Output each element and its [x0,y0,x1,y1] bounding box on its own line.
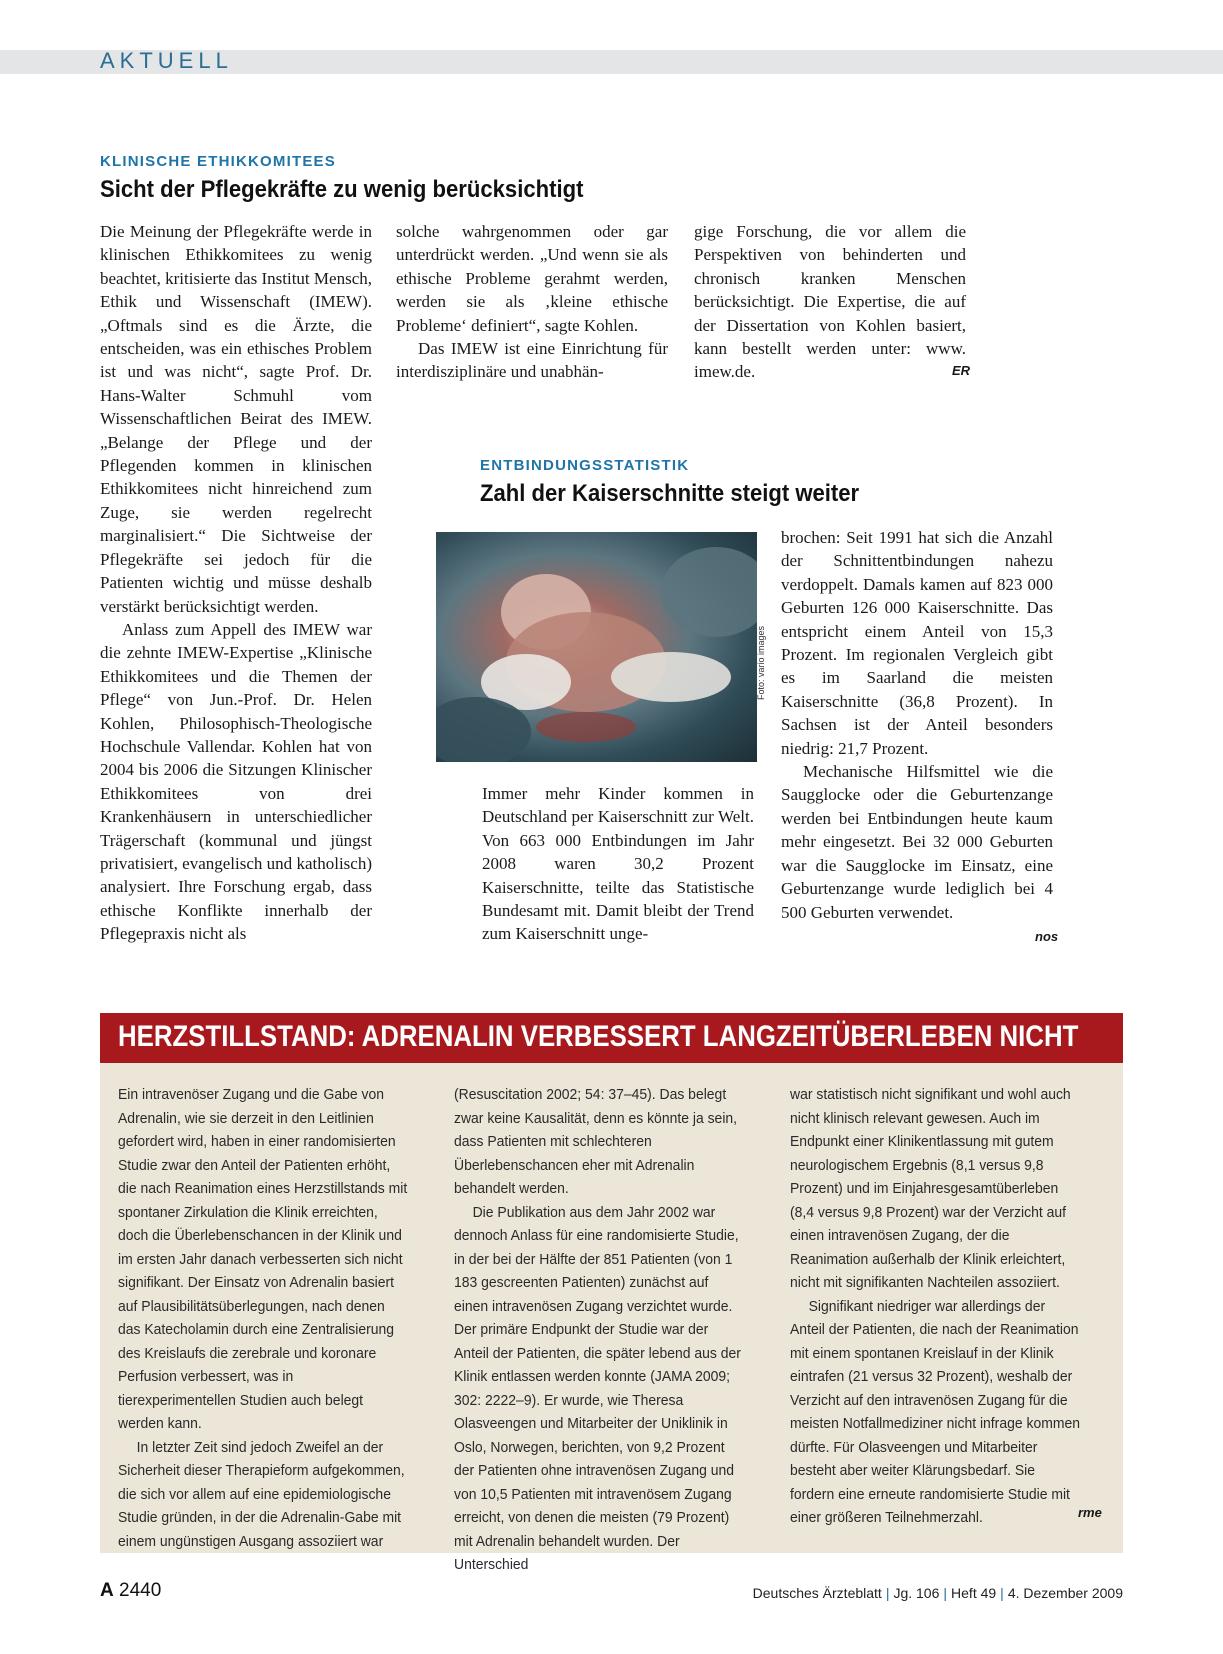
surgery-illustration [436,532,757,762]
separator: | [885,1585,890,1601]
article2-headline: Zahl der Kaiserschnitte steigt weiter [480,480,860,507]
article1-column-1 [100,220,372,946]
article1-kicker: KLINISCHE ETHIKKOMITEES [100,153,336,170]
box-title: HERZSTILLSTAND: ADRENALIN VERBESSERT LANGZEITÜBERLEBEN NICHT [118,1020,1079,1053]
article2-kicker: ENTBINDUNGSSTATISTIK [480,457,690,474]
article1-column-3 [694,220,966,384]
paragraph: war statistisch nicht signifikant und wohl auch nicht klinisch relevant gewesen. Auch im Endpunkt einer Klinikentlassung mit gutem neurologischem Ergebnis (8,1 versus 9,8 Prozent) und im Einjahresgesamtüberleben (8,4 versus 9,8 Prozent) war der Verzicht auf einen intravenösen Zugang, der die Reanimation außerhalb der Klinik erleichtert, nicht mit signifikanten Nachteilen assoziiert. [790,1086,1071,1291]
journal-date: 4. Dezember 2009 [1007,1585,1123,1601]
article2-column-1 [482,782,754,946]
page-number-value: 2440 [119,1580,162,1601]
paragraph: Signifikant niedriger war allerdings der Anteil der Patienten, die nach der Reanimation mit einem spontanen Kreislauf in der Klinik eintrafen (21 versus 32 Prozent), weshalb der Verzicht auf den intravenösen Zugang für die meisten Notfallmediziner nicht infrage kommen dürfte. Für Olasveengen und Mitarbeiter besteht aber weiter Klärungsbedarf. Sie fordern eine erneute randomisierte Studie mit einer größeren Teilnehmerzahl. [790,1297,1080,1526]
paragraph: (Resuscitation 2002; 54: 37–45). Das belegt zwar keine Kausalität, denn es könnte ja sein, dass Patienten mit schlechteren Überlebenschancen eher mit Adrenalin behandelt werden. [454,1086,738,1197]
paragraph: Anlass zum Appell des IMEW war die zehnte IMEW-Expertise „Klinische Ethikkomitees und die Themen der Pflege“ von Jun.-Prof. Dr. Helen Kohlen, Philosophisch-Theologische Hochschule Vallendar. Kohlen hat von 2004 bis 2006 die Sitzungen Klinischer Ethikkomitees von drei Krankenhäusern in unterschiedlicher Trägerschaft (kommunal und jüngst privatisiert, evangelisch und katholisch) analysiert. Ihre Forschung ergab, dass ethische Konflikte innerhalb der Pflegepraxis nicht als [100,619,372,944]
article2-column-2 [781,526,1053,924]
page-prefix: A [100,1580,114,1601]
separator: | [943,1585,948,1601]
journal-issue: Heft 49 [951,1585,997,1601]
separator: | [1000,1585,1004,1601]
section-label: AKTUELL [100,48,233,73]
paragraph: solche wahrgenommen oder gar unterdrückt werden. „Und wenn sie als ethische Probleme gerahmt werden, werden sie als ‚kleine ethische Probleme‘ definiert“, sagte Kohlen. [396,222,668,335]
paragraph: gige Forschung, die vor allem die Perspektiven von behinderten und chronisch kranken Menschen berücksichtigt. Die Expertise, die auf der Dissertation von Kohlen basiert, kann bestellt werden unter: www. imew.de. [694,222,966,382]
paragraph: brochen: Seit 1991 hat sich die Anzahl der Schnittentbindungen nahezu verdoppelt. Damals kamen auf 823 000 Geburten 126 000 Kaiserschnitte. Das entspricht einem Anteil von 15,3 Prozent. Im regionalen Vergleich gibt es im Saarland die meisten Kaiserschnitte (36,8 Prozent). In Sachsen ist der Anteil besonders niedrig: 21,7 Prozent. [781,528,1053,758]
article1-signature: ER [952,363,971,378]
box-column-3 [790,1083,1080,1530]
journal-name: Deutsches Ärzteblatt [752,1585,882,1601]
box-column-2 [454,1083,744,1577]
paragraph: Die Publikation aus dem Jahr 2002 war dennoch Anlass für eine randomisierte Studie, in der bei der Hälfte der 851 Patienten (von 1 183 gescreenten Patienten) zunächst auf einen intravenösen Zugang verzichtet wurde. Der primäre Endpunkt der Studie war der Anteil der Patienten, die später lebend aus der Klinik entlassen werden konnte (JAMA 2009; 302: 2222–9). Er wurde, wie Theresa Olasveengen und Mitarbeiter der Uniklinik in Oslo, Norwegen, berichten, von 9,2 Prozent der Patienten ohne intravenösen Zugang und von 10,5 Patienten mit intravenösem Zugang erreicht, von denen die meisten (79 Prozent) mit Adrenalin behandelt wurden. Der Unterschied [454,1203,741,1573]
journal-info [753,1585,1123,1601]
paragraph: Die Meinung der Pflegekräfte werde in klinischen Ethikkomitees zu wenig beachtet, kritisierte das Institut Mensch, Ethik und Wissenschaft (IMEW). „Oftmals sind es die Ärzte, die entscheiden, was ein ethisches Problem ist und was nicht“, sagte Prof. Dr. Hans-Walter Schmuhl vom Wissenschaftlichen Beirat des IMEW. „Belange der Pflege und der Pflegenden kommen in klinischen Ethikkomitees nicht hinreichend zum Zuge, sie werden regelrecht marginalisiert.“ Die Sichtweise der Pflegekräfte sei jedoch für die Patienten wichtig und müsse deshalb verstärkt berücksichtigt werden. [100,222,372,616]
paragraph: Immer mehr Kinder kommen in Deutschland per Kaiserschnitt zur Welt. Von 663 000 Entbindungen im Jahr 2008 waren 30,2 Prozent Kaiserschnitte, teilte das Statistische Bundesamt mit. Damit bleibt der Trend zum Kaiserschnitt unge- [482,784,754,944]
article2-signature: nos [1035,929,1059,944]
photo-credit: Foto: vario images [756,625,766,700]
paragraph: In letzter Zeit sind jedoch Zweifel an der Sicherheit dieser Therapieform aufgekommen, die sich vor allem auf eine epidemiologische Studie gründen, in der die Adrenalin-Gabe mit einem ungünstigen Ausgang assoziiert war [118,1438,405,1550]
paragraph: Ein intravenöser Zugang und die Gabe von Adrenalin, wie sie derzeit in den Leitlinien gefordert wird, haben in einer randomisierten Studie zwar den Anteil der Patienten erhöht, die nach Reanimation eines Herzstillstands mit spontaner Zirkulation die Klinik erreichten, doch die Überlebenschancen in der Klinik und im ersten Jahr danach verbesserten sich nicht signifikant. Der Einsatz von Adrenalin basiert auf Plausibilitätsüberlegungen, nach denen das Katecholamin durch eine Zentralisierung des Kreislaufs die zerebrale und koronare Perfusion verbessert, was in tierexperimentellen Studien auch belegt werden kann. [118,1086,408,1432]
paragraph: Mechanische Hilfsmittel wie die Saugglocke oder die Geburtenzange werden bei Entbindungen heute kaum mehr eingesetzt. Bei 32 000 Geburten war die Saugglocke im Einsatz, eine Geburtenzange wurde lediglich bei 4 500 Geburten verwendet. [781,762,1053,922]
article1-headline: Sicht der Pflegekräfte zu wenig berücksichtigt [100,176,584,203]
caesarean-photo [436,532,757,762]
page-number [100,1580,161,1602]
box-signature: rme [1078,1505,1102,1520]
box-column-1 [118,1083,408,1553]
paragraph: Das IMEW ist eine Einrichtung für interdisziplinäre und unabhän- [396,339,668,382]
article1-column-2 [396,220,668,384]
journal-volume: Jg. 106 [893,1585,940,1601]
